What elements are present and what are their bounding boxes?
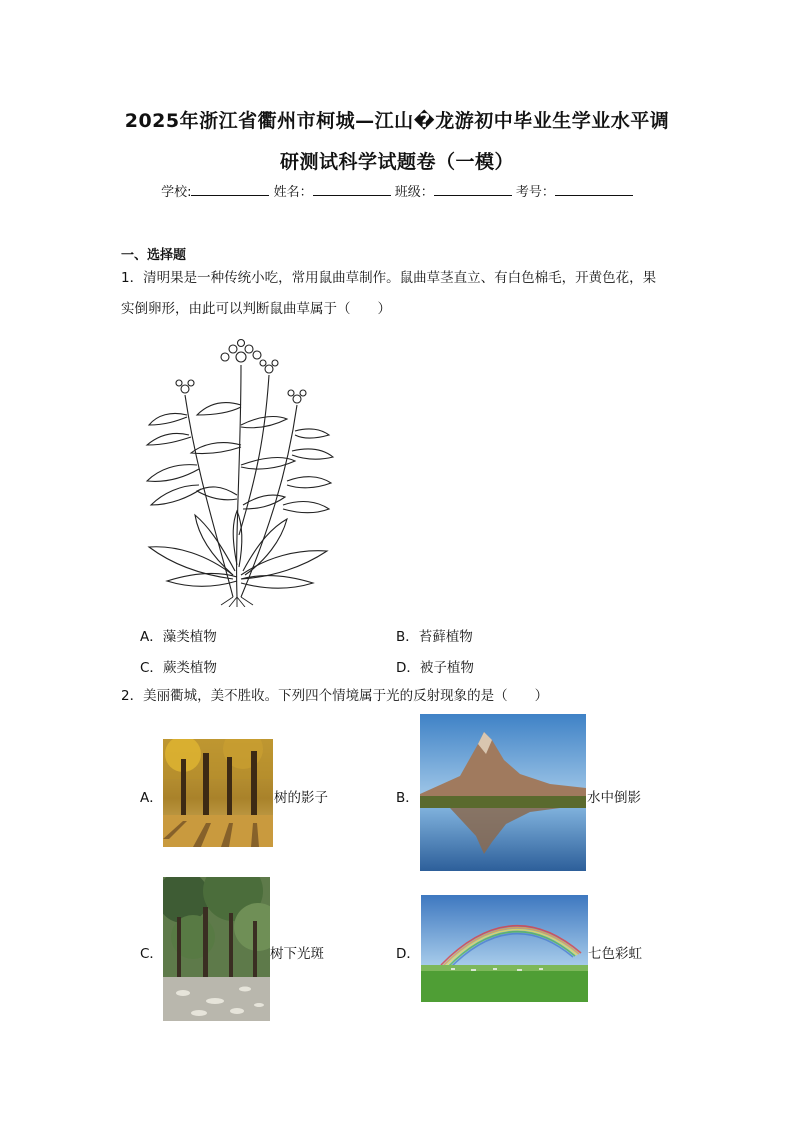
q2-option-d-letter[interactable]: D． [396, 946, 420, 962]
class-label: 班级： [394, 185, 434, 200]
exam-title-line1: 2025年浙江省衢州市柯城—江山�龙游初中毕业生学业水平调 [124, 110, 670, 132]
mountain-reflection-photo [420, 714, 586, 871]
school-label: 学校: [161, 185, 192, 200]
class-blank [434, 183, 512, 196]
q1-option-a-text: 藻类植物 [162, 629, 217, 645]
q2-option-b-caption: 水中倒影 [587, 790, 641, 806]
q1-option-b-text: 苔藓植物 [418, 629, 473, 645]
question-2-stem: 2．美丽衢城，美不胜收。下列四个情境属于光的反射现象的是（ ） [121, 688, 549, 704]
q1-option-d-text: 被子植物 [419, 660, 474, 676]
q1-option-a[interactable] [140, 625, 217, 645]
student-info-line [0, 181, 794, 200]
q1-option-b[interactable] [396, 625, 473, 645]
q1-option-c[interactable] [140, 656, 217, 676]
q1-option-d[interactable] [396, 656, 474, 676]
q1-option-b-letter: B． [396, 629, 419, 645]
name-blank [313, 183, 391, 196]
light-spots-photo [163, 877, 270, 1021]
section-heading: 一、选择题 [121, 248, 187, 263]
school-blank [191, 183, 269, 196]
question-1-stem-line1: 1．清明果是一种传统小吃，常用鼠曲草制作。鼠曲草茎直立、有白色棉毛，开黄色花，果 [121, 270, 657, 286]
q2-option-c-caption: 树下光斑 [270, 946, 324, 962]
q1-option-c-text: 蕨类植物 [162, 660, 217, 676]
q2-option-b-letter[interactable]: B． [396, 790, 419, 806]
tree-shadow-photo [163, 739, 273, 847]
exam-number-label: 考号： [515, 185, 555, 200]
q2-option-d-caption: 七色彩虹 [588, 946, 642, 962]
exam-number-blank [555, 183, 633, 196]
rainbow-photo [421, 895, 588, 1002]
q2-option-a-caption: 树的影子 [274, 790, 328, 806]
q1-option-a-letter: A． [140, 629, 163, 645]
plant-illustration [137, 335, 337, 607]
q1-option-d-letter: D． [396, 660, 420, 676]
q2-option-a-letter[interactable]: A． [140, 790, 163, 806]
q1-option-c-letter: C． [140, 660, 163, 676]
q2-option-c-letter[interactable]: C． [140, 946, 163, 962]
name-label: 姓名： [273, 185, 313, 200]
exam-title-line2: 研测试科学试题卷（一模） [279, 151, 514, 173]
question-1-stem-line2: 实倒卵形，由此可以判断鼠曲草属于（ ） [121, 301, 391, 317]
